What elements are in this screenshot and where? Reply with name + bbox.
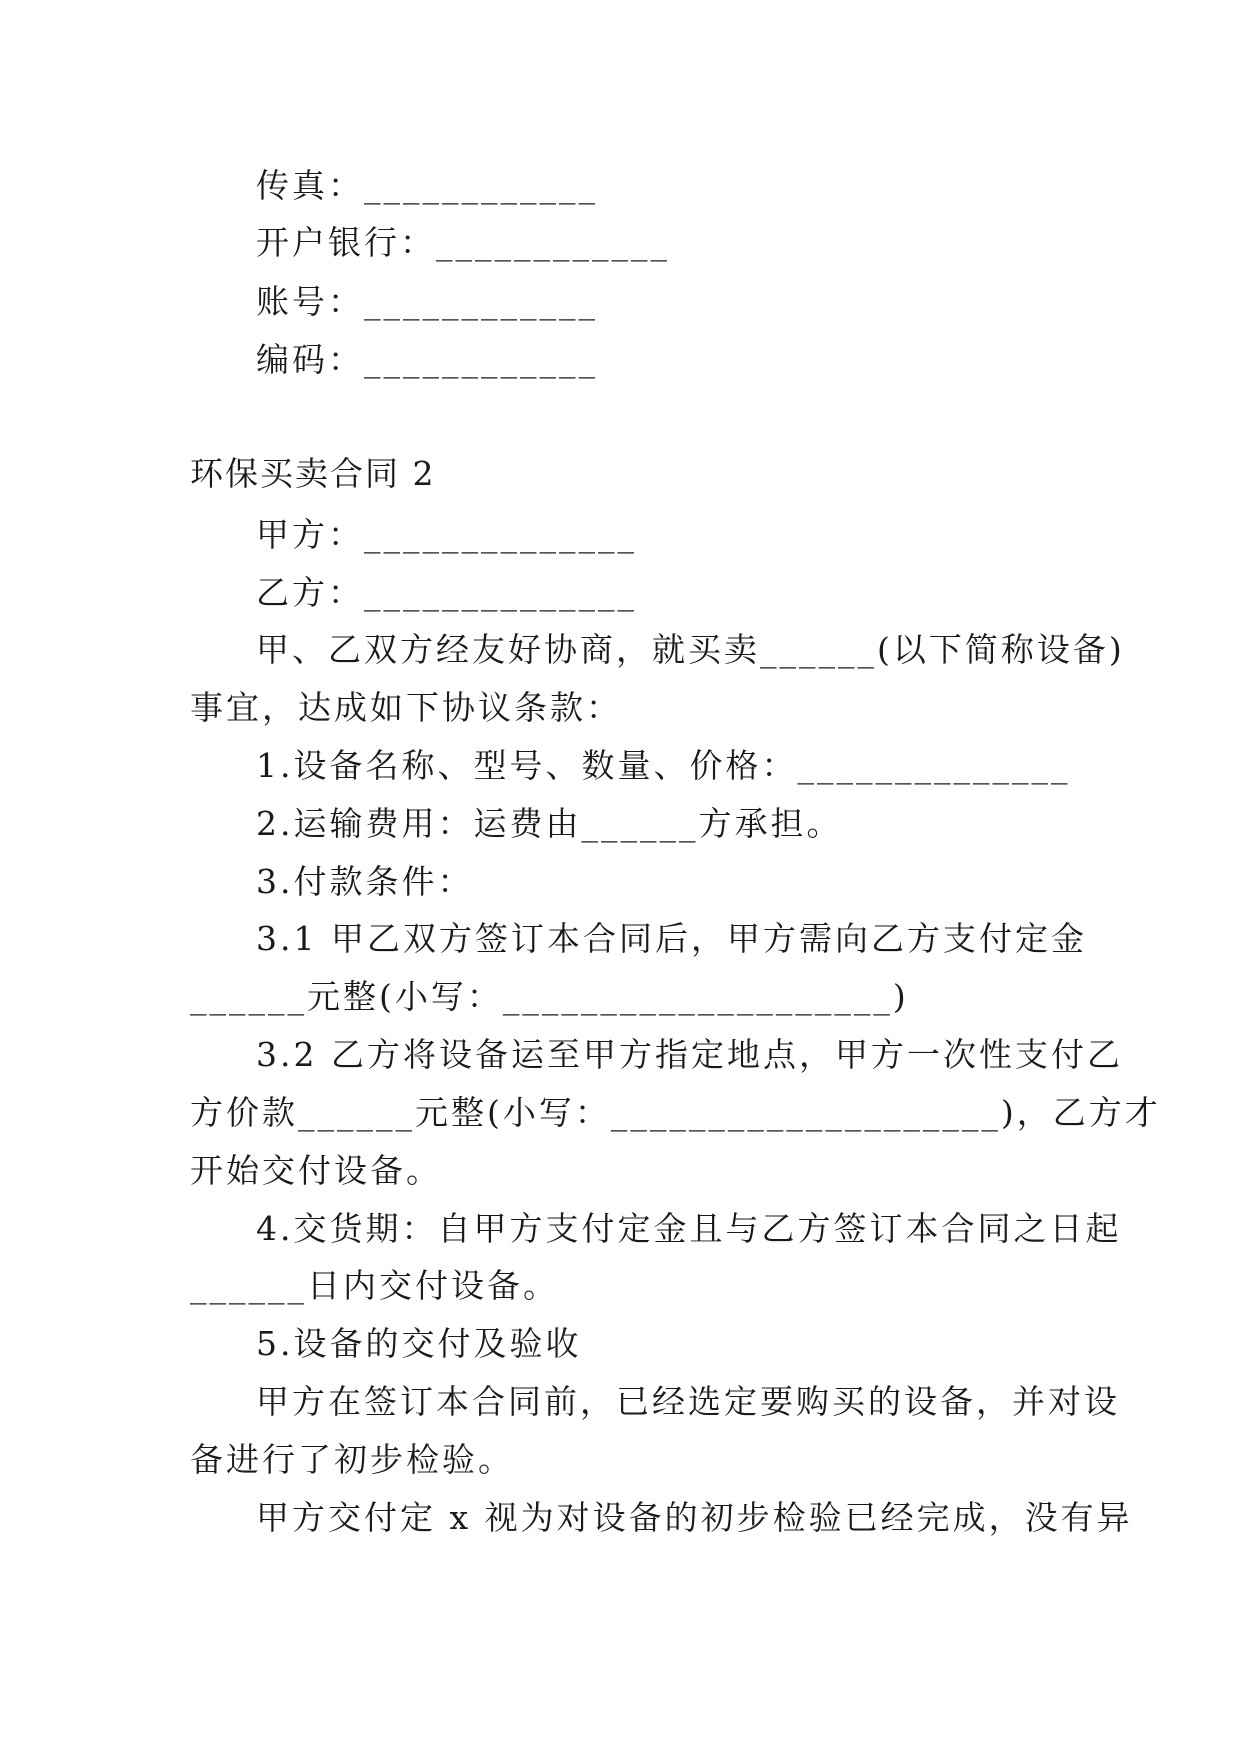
clause-line: 3.1 甲乙双方签订本合同后，甲方需向乙方支付定金 [256, 919, 1087, 958]
paragraph-line: 甲、乙双方经友好协商，就买卖______(以下简称设备) [256, 630, 1125, 669]
postcode-field-line: 编码：____________ [256, 340, 598, 379]
clause-line: 3.2 乙方将设备运至甲方指定地点，甲方一次性支付乙 [256, 1035, 1123, 1074]
paragraph-line: 事宜，达成如下协议条款： [190, 688, 622, 727]
clause-line: 3.付款条件： [256, 862, 474, 901]
contract-title: 环保买卖合同 2 [190, 454, 436, 493]
clause-line: ______日内交付设备。 [190, 1266, 559, 1305]
paragraph-line: 甲方在签订本合同前，已经选定要购买的设备，并对设 [256, 1382, 1120, 1421]
clause-line: 4.交货期：自甲方支付定金且与乙方签订本合同之日起 [256, 1209, 1122, 1248]
clause-line: ______元整(小写：____________________) [190, 977, 909, 1016]
fax-field-line: 传真：____________ [256, 166, 598, 205]
clause-line: 1.设备名称、型号、数量、价格：______________ [256, 746, 1071, 785]
clause-line: 方价款______元整(小写：____________________)，乙方才 [190, 1093, 1161, 1132]
clause-line: 2.运输费用：运费由______方承担。 [256, 804, 843, 843]
bank-field-line: 开户银行：____________ [256, 223, 670, 262]
clause-line: 5.设备的交付及验收 [256, 1324, 582, 1363]
paragraph-line: 甲方交付定 x 视为对设备的初步检验已经完成，没有异 [256, 1498, 1133, 1537]
party-b-line: 乙方：______________ [256, 573, 637, 612]
paragraph-line: 备进行了初步检验。 [190, 1440, 514, 1479]
account-field-line: 账号：____________ [256, 282, 598, 321]
clause-line: 开始交付设备。 [190, 1151, 442, 1190]
party-a-line: 甲方：______________ [256, 515, 637, 554]
